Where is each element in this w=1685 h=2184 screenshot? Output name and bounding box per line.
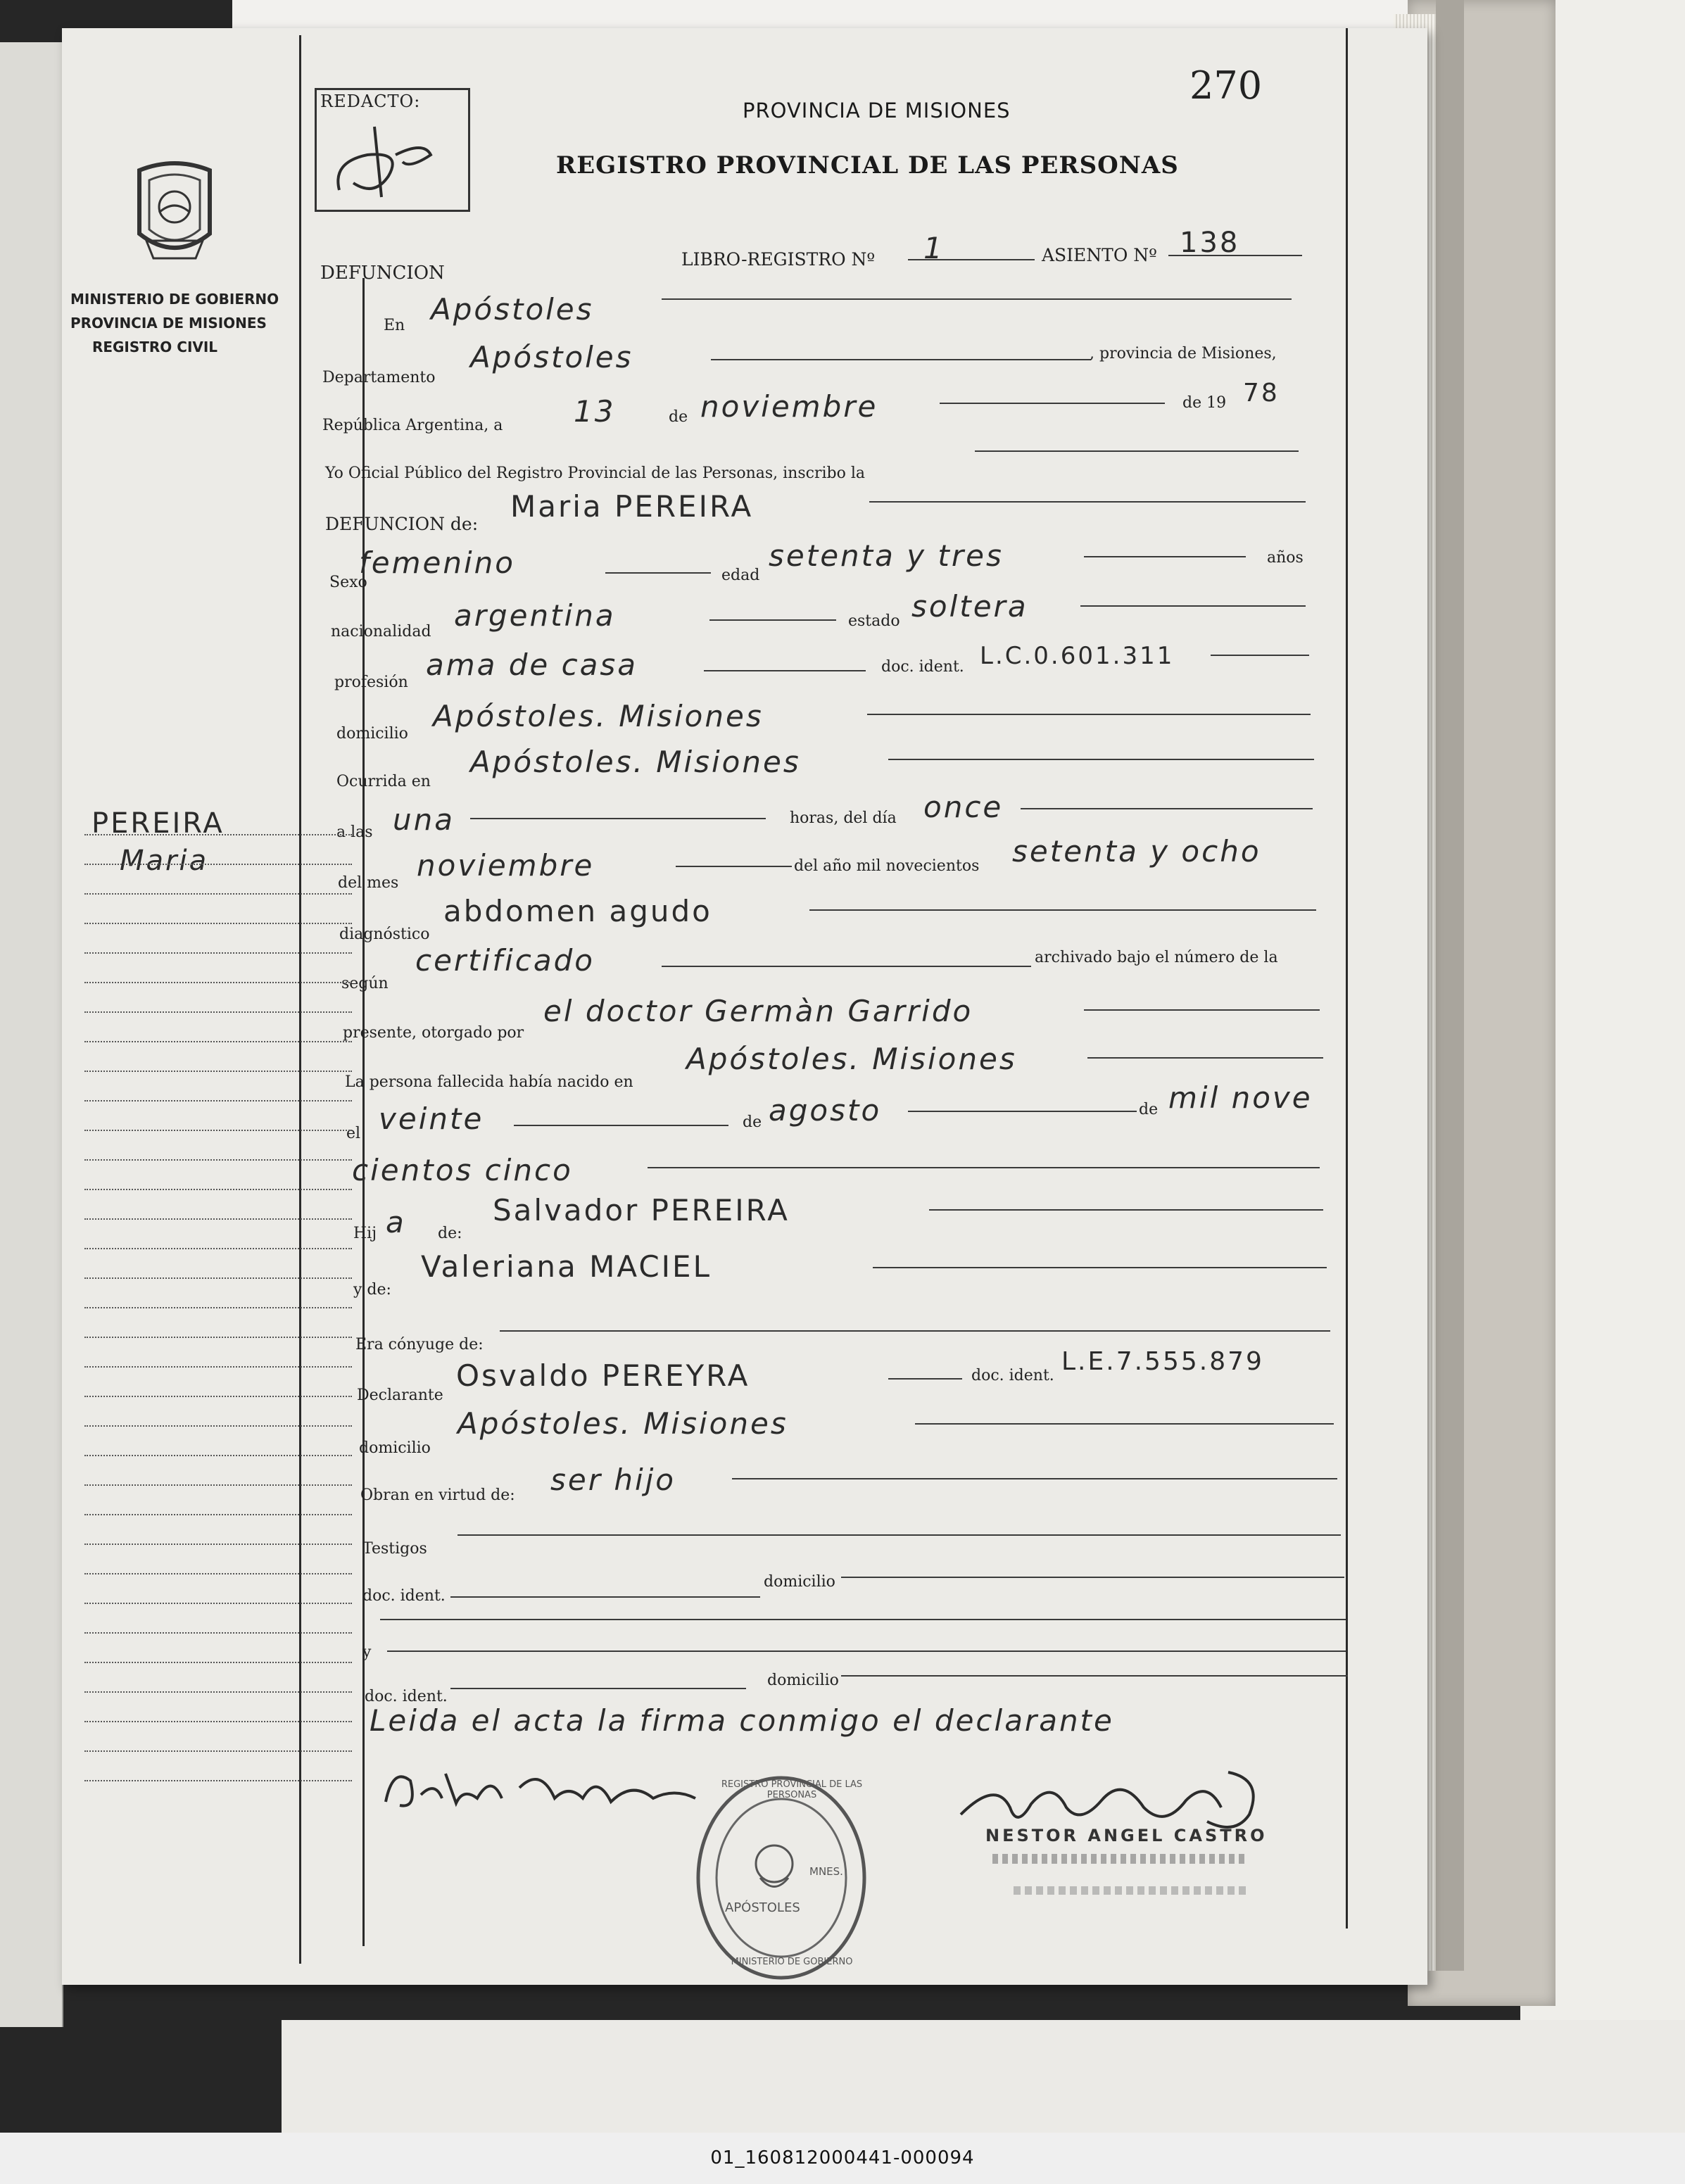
ocurrida-value: Apóstoles. Misiones bbox=[470, 745, 801, 779]
redacto-label: REDACTO: bbox=[320, 91, 421, 111]
deceased-rule bbox=[869, 501, 1306, 503]
archivado-label: archivado bajo el número de la bbox=[1035, 949, 1278, 966]
declarante-label: Declarante bbox=[357, 1387, 443, 1404]
y-de-label: y de: bbox=[353, 1281, 391, 1299]
margin-dotted-line bbox=[84, 1071, 352, 1072]
y-rule bbox=[387, 1650, 1346, 1652]
margin-dotted-line bbox=[84, 1425, 352, 1427]
en-rule bbox=[662, 298, 1292, 300]
domicilio4-rule bbox=[841, 1675, 1348, 1677]
a-las-label: a las bbox=[336, 823, 373, 841]
asiento-label: ASIENTO Nº bbox=[1042, 245, 1157, 265]
mes-nac-value: agosto bbox=[769, 1093, 882, 1128]
horas-label: horas, del día bbox=[790, 809, 897, 827]
mes-muerte-rule bbox=[676, 866, 792, 867]
profesion-rule bbox=[704, 670, 866, 671]
edad-label: edad bbox=[721, 567, 760, 584]
margin-dotted-line bbox=[84, 1337, 352, 1338]
doc-ident-rule bbox=[1211, 655, 1309, 656]
margin-dotted-line bbox=[84, 1396, 352, 1397]
margin-dotted-line bbox=[84, 1750, 352, 1752]
anos-label: años bbox=[1267, 549, 1304, 567]
presente-rule bbox=[1084, 1009, 1320, 1011]
margin-dotted-line bbox=[84, 1366, 352, 1368]
domicilio2-rule bbox=[915, 1423, 1334, 1425]
diagnostico-value: abdomen agudo bbox=[443, 894, 712, 928]
segun-rule bbox=[662, 966, 1031, 967]
faded-title-line-2 bbox=[1014, 1886, 1246, 1895]
dia-muerte-value: once bbox=[923, 790, 1004, 824]
declarant-signature bbox=[379, 1760, 717, 1816]
dia-muerte-rule bbox=[1021, 808, 1313, 809]
hija-label: Hij bbox=[353, 1225, 377, 1242]
de2-label: de bbox=[743, 1113, 762, 1131]
republica-label: República Argentina, a bbox=[322, 417, 503, 434]
doc-ident-value: L.C.0.601.311 bbox=[980, 642, 1175, 670]
anio-nac-value-1: mil nove bbox=[1168, 1080, 1313, 1115]
margin-divider bbox=[299, 35, 301, 1964]
margin-dotted-line bbox=[84, 1130, 352, 1131]
margin-dotted-line bbox=[84, 1514, 352, 1515]
de-label: de bbox=[669, 408, 688, 426]
conyuge-label: Era cónyuge de: bbox=[355, 1336, 484, 1353]
nacido-rule bbox=[1087, 1057, 1323, 1059]
margin-dotted-line bbox=[84, 1307, 352, 1308]
edad-value: setenta y tres bbox=[769, 538, 1004, 573]
margin-dotted-line bbox=[84, 1484, 352, 1486]
departamento-label: Departamento bbox=[322, 369, 436, 386]
body-right-rule bbox=[1346, 28, 1348, 1929]
en-value: Apóstoles bbox=[431, 292, 594, 327]
ocurrida-label: Ocurrida en bbox=[336, 773, 431, 790]
madre-rule bbox=[873, 1267, 1327, 1268]
doc-ident4-label: doc. ident. bbox=[365, 1688, 448, 1705]
anio-nac-rule bbox=[648, 1167, 1320, 1168]
estado-rule bbox=[1080, 605, 1306, 607]
ministry-line-3: REGISTRO CIVIL bbox=[91, 339, 218, 355]
declarante-rule bbox=[888, 1378, 962, 1380]
month-value: noviembre bbox=[700, 389, 878, 424]
domicilio2-label: domicilio bbox=[359, 1439, 431, 1457]
domicilio2-value: Apóstoles. Misiones bbox=[457, 1406, 788, 1441]
y-label: y bbox=[362, 1643, 372, 1661]
estado-value: soltera bbox=[911, 589, 1028, 624]
domicilio-value: Apóstoles. Misiones bbox=[433, 699, 764, 733]
province-title: PROVINCIA DE MISIONES bbox=[743, 99, 1011, 122]
sexo-rule bbox=[605, 572, 711, 574]
margin-surname: PEREIRA bbox=[91, 807, 225, 840]
blank-rule bbox=[380, 1619, 1346, 1620]
nacido-value: Apóstoles. Misiones bbox=[686, 1042, 1017, 1076]
provincia-suffix: , provincia de Misiones, bbox=[1090, 345, 1277, 362]
margin-dotted-line bbox=[84, 1455, 352, 1456]
margin-dotted-line bbox=[84, 893, 352, 895]
doc-ident3-label: doc. ident. bbox=[362, 1587, 446, 1605]
el-label: el bbox=[346, 1125, 361, 1142]
year-value: 78 bbox=[1243, 379, 1280, 408]
margin-dotted-line bbox=[84, 923, 352, 924]
padre-value: Salvador PEREIRA bbox=[493, 1193, 790, 1227]
a-las-value: una bbox=[393, 802, 455, 837]
a-las-rule bbox=[470, 818, 766, 819]
nacionalidad-rule bbox=[709, 619, 836, 621]
ministry-line-1: MINISTERIO DE GOBIERNO bbox=[70, 291, 279, 308]
margin-dotted-line bbox=[84, 1544, 352, 1545]
obran-rule bbox=[732, 1478, 1337, 1479]
ministry-heading bbox=[70, 287, 279, 359]
book-spine-edge bbox=[1436, 0, 1464, 1971]
margin-dotted-line bbox=[84, 1780, 352, 1781]
del-anio-label: del año mil novecientos bbox=[794, 857, 980, 875]
hija-de-label: de: bbox=[438, 1225, 462, 1242]
closing-text: Leida el acta la firma conmigo el declarante bbox=[370, 1703, 1114, 1738]
margin-dotted-line bbox=[84, 1691, 352, 1693]
image-caption: 01_160812000441-000094 bbox=[710, 2147, 975, 2169]
diagnostico-label: diagnóstico bbox=[339, 926, 430, 943]
official-seal-stamp bbox=[693, 1772, 869, 1983]
defuncion-de-label: DEFUNCION de: bbox=[325, 514, 479, 534]
domicilio3-label: domicilio bbox=[764, 1573, 835, 1591]
asiento-rule bbox=[1168, 255, 1302, 256]
testigos-rule bbox=[457, 1534, 1341, 1536]
province-crest-icon bbox=[125, 156, 224, 269]
day-value: 13 bbox=[574, 394, 616, 429]
margin-dotted-line bbox=[84, 1041, 352, 1042]
profesion-label: profesión bbox=[334, 674, 408, 691]
official-name: NESTOR ANGEL CASTRO bbox=[985, 1826, 1268, 1845]
margin-dotted-line bbox=[84, 952, 352, 954]
margin-dotted-line bbox=[84, 1277, 352, 1279]
oficial-text: Yo Oficial Público del Registro Provincial de las Personas, inscribo la bbox=[325, 465, 865, 482]
domicilio-rule bbox=[867, 714, 1311, 715]
stamp-side-text: MNES. bbox=[809, 1865, 843, 1878]
doc-ident3-rule bbox=[450, 1596, 760, 1598]
doc-ident-label: doc. ident. bbox=[881, 658, 964, 676]
obran-label: Obran en virtud de: bbox=[360, 1486, 515, 1504]
margin-dotted-line bbox=[84, 1662, 352, 1663]
domicilio4-label: domicilio bbox=[767, 1672, 839, 1689]
presente-value: el doctor Germàn Garrido bbox=[543, 994, 973, 1028]
redacto-initials-signature bbox=[325, 113, 445, 204]
page-number: 270 bbox=[1189, 63, 1263, 108]
margin-dotted-line bbox=[84, 1100, 352, 1102]
stamp-lower-text: MINISTERIO DE GOBIERNO bbox=[731, 1957, 853, 1967]
previous-page-edge bbox=[0, 42, 63, 2027]
segun-value: certificado bbox=[415, 943, 595, 978]
padre-rule bbox=[929, 1209, 1323, 1211]
month-rule bbox=[940, 403, 1165, 404]
madre-value: Valeriana MACIEL bbox=[421, 1249, 712, 1284]
margin-dotted-line bbox=[84, 1218, 352, 1220]
el-value: veinte bbox=[379, 1102, 484, 1136]
margin-dotted-line bbox=[84, 1603, 352, 1604]
background-bottom bbox=[282, 2020, 1685, 2133]
hija-value: a bbox=[386, 1205, 406, 1239]
doc-ident2-value: L.E.7.555.879 bbox=[1061, 1347, 1264, 1376]
margin-dotted-line bbox=[84, 834, 352, 835]
declarante-value: Osvaldo PEREYRA bbox=[456, 1358, 750, 1393]
sexo-value: femenino bbox=[359, 545, 515, 580]
libro-value: 1 bbox=[923, 231, 945, 265]
year-prefix: de 19 bbox=[1182, 394, 1227, 412]
margin-dotted-line bbox=[84, 1189, 352, 1190]
doc-ident2-label: doc. ident. bbox=[971, 1367, 1054, 1384]
departamento-value: Apóstoles bbox=[470, 340, 633, 374]
margin-dotted-line bbox=[84, 864, 352, 865]
de3-label: de bbox=[1139, 1101, 1159, 1118]
presente-label: presente, otorgado por bbox=[343, 1024, 524, 1042]
doc-ident4-rule bbox=[450, 1688, 746, 1689]
profesion-value: ama de casa bbox=[426, 648, 638, 682]
mes-nac-rule bbox=[908, 1111, 1137, 1112]
mes-muerte-value: noviembre bbox=[417, 848, 595, 883]
registry-title: REGISTRO PROVINCIAL DE LAS PERSONAS bbox=[556, 151, 1179, 179]
segun-label: según bbox=[341, 975, 389, 992]
nacido-label: La persona fallecida había nacido en bbox=[345, 1073, 633, 1091]
sexo-label: Sexo bbox=[329, 574, 367, 591]
libro-rule bbox=[908, 259, 1035, 260]
ministry-line-2: PROVINCIA DE MISIONES bbox=[70, 315, 267, 332]
margin-dotted-line bbox=[84, 1573, 352, 1574]
anio-muerte-value: setenta y ocho bbox=[1012, 834, 1261, 869]
margin-dotted-line bbox=[84, 1248, 352, 1249]
stamp-center-text: APÓSTOLES bbox=[725, 1900, 800, 1915]
nacionalidad-value: argentina bbox=[454, 598, 616, 633]
margin-dotted-line bbox=[84, 1721, 352, 1722]
obran-value: ser hijo bbox=[550, 1463, 676, 1497]
anio-nac-value-2: cientos cinco bbox=[352, 1153, 573, 1187]
domicilio3-rule bbox=[841, 1577, 1344, 1578]
del-mes-label: del mes bbox=[338, 874, 399, 892]
margin-dotted-line bbox=[84, 1159, 352, 1161]
departamento-rule bbox=[711, 359, 1091, 360]
margin-dotted-line bbox=[84, 982, 352, 983]
libro-label: LIBRO-REGISTRO Nº bbox=[681, 249, 876, 270]
margin-given-name: Maria bbox=[120, 845, 209, 877]
estado-label: estado bbox=[848, 612, 900, 630]
en-label: En bbox=[384, 317, 405, 334]
margin-dotted-line bbox=[84, 1011, 352, 1013]
ocurrida-rule bbox=[888, 759, 1314, 760]
conyuge-rule bbox=[500, 1330, 1330, 1332]
margin-dotted-line bbox=[84, 1632, 352, 1634]
el-rule bbox=[514, 1125, 728, 1126]
domicilio-label: domicilio bbox=[336, 725, 408, 743]
testigos-label: Testigos bbox=[362, 1540, 427, 1558]
faded-title-line-1 bbox=[992, 1854, 1246, 1864]
stamp-ring-text: REGISTRO PROVINCIAL DE LAS PERSONAS bbox=[721, 1779, 863, 1800]
act-type-label: DEFUNCION bbox=[320, 263, 445, 284]
diagnostico-rule bbox=[809, 909, 1316, 911]
nacionalidad-label: nacionalidad bbox=[331, 623, 431, 640]
edad-rule bbox=[1084, 556, 1246, 557]
deceased-name: Maria PEREIRA bbox=[510, 489, 754, 524]
asiento-value: 138 bbox=[1180, 227, 1240, 259]
oficial-rule bbox=[975, 450, 1299, 452]
